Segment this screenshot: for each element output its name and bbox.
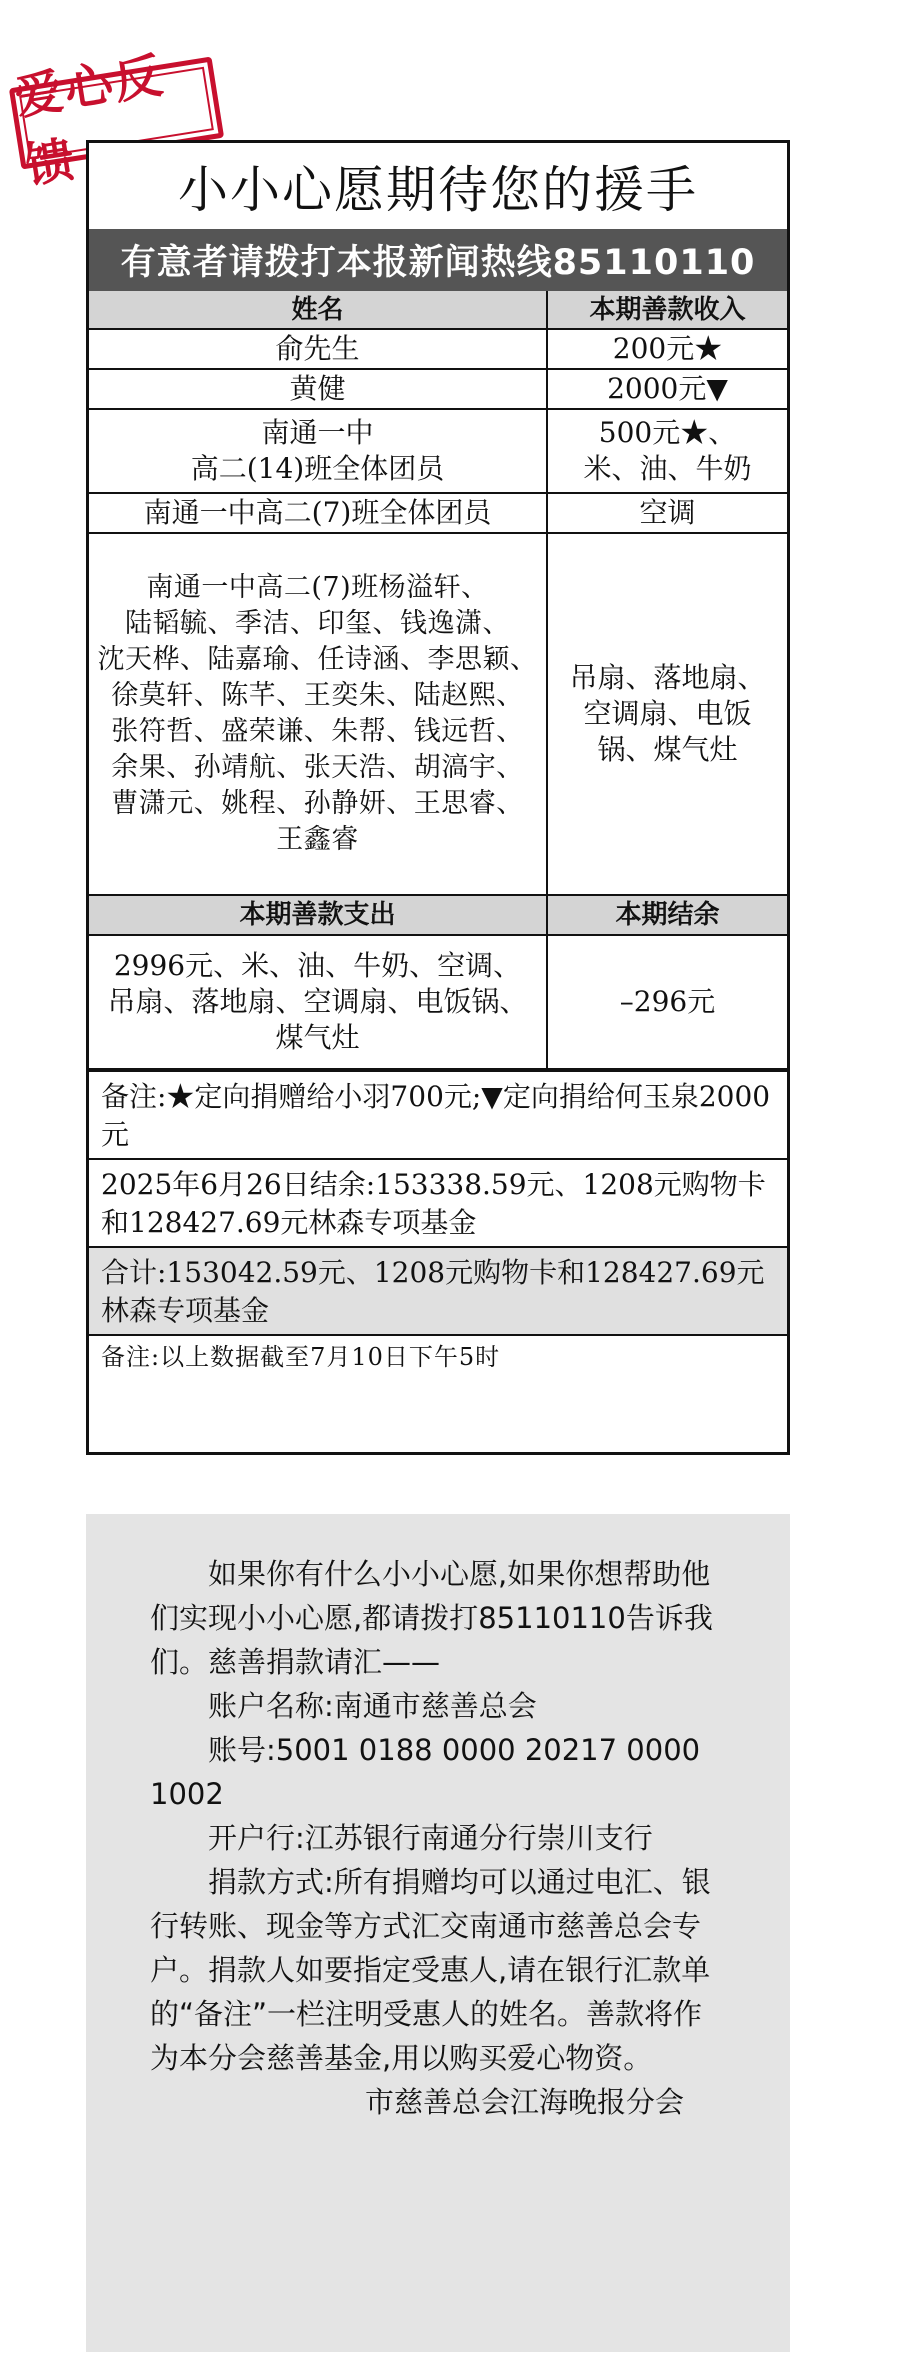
bank-branch: 开户行:江苏银行南通分行崇川支行 <box>208 1821 653 1855</box>
income-column-header: 本期善款收入 <box>547 291 787 329</box>
note-directed: 备注:★定向捐赠给小羽700元;▼定向捐给何玉泉2000元 <box>89 1070 787 1158</box>
signature: 市慈善总会江海晚报分会 <box>364 2085 684 2119</box>
expense-row <box>89 935 787 1069</box>
donor-amount: 吊扇、落地扇、 空调扇、电饭 锅、煤气灶 <box>547 533 787 895</box>
donor-row <box>89 369 787 409</box>
name-column-header: 姓名 <box>89 291 547 329</box>
income-header-row <box>89 291 787 329</box>
note-total: 合计:153042.59元、1208元购物卡和128427.69元林森专项基金 <box>89 1246 787 1334</box>
note-previous-balance: 2025年6月26日结余:153338.59元、1208元购物卡和128427.69元林森专项基金 <box>89 1158 787 1246</box>
stamp-text: 爱心反馈 <box>11 47 169 195</box>
donor-amount: 空调 <box>547 493 787 533</box>
intro-paragraph: 如果你有什么小小心愿,如果你想帮助他们实现小小心愿,都请拨打85110110告诉我们。慈善捐款请汇—— <box>150 1557 713 1679</box>
expense-header-row <box>89 895 787 935</box>
donor-amount: 500元★、 米、油、牛奶 <box>547 409 787 493</box>
income-table <box>89 291 787 1070</box>
donor-name: 南通一中高二(7)班全体团员 <box>89 493 547 533</box>
donor-name: 俞先生 <box>89 329 547 369</box>
donor-row <box>89 533 787 895</box>
hotline-banner: 有意者请拨打本报新闻热线85110110 <box>89 229 787 291</box>
donor-name-list: 南通一中高二(7)班杨溢轩、 陆韬毓、季洁、印玺、钱逸潇、 沈天桦、陆嘉瑜、任诗涵、李思颖、 徐莫轩、陈芊、王奕朱、陆赵熙、 张符哲、盛荣谦、朱帮、钱远哲、 余果、孙靖航、张天浩、胡滈宇、 曹潇元、姚程、孙静妍、王思睿、 王鑫睿 <box>89 533 547 895</box>
balance-value: –296元 <box>547 935 787 1069</box>
donor-row <box>89 493 787 533</box>
donor-name: 黄健 <box>89 369 547 409</box>
expense-column-header: 本期善款支出 <box>89 895 547 935</box>
expense-items: 2996元、米、油、牛奶、空调、 吊扇、落地扇、空调扇、电饭锅、 煤气灶 <box>89 935 547 1069</box>
balance-column-header: 本期结余 <box>547 895 787 935</box>
report-title: 小小心愿期待您的援手 <box>178 161 698 219</box>
donor-row <box>89 329 787 369</box>
account-number: 账号:5001 0188 0000 20217 0000 1002 <box>150 1733 701 1811</box>
donor-amount: 200元★ <box>547 329 787 369</box>
donor-name: 南通一中 高二(14)班全体团员 <box>89 409 547 493</box>
donor-amount: 2000元▼ <box>547 369 787 409</box>
donor-row <box>89 409 787 493</box>
donation-report-box <box>86 140 790 1455</box>
account-name: 账户名称:南通市慈善总会 <box>208 1689 537 1723</box>
donation-info-panel <box>86 1514 790 2352</box>
note-cutoff: 备注:以上数据截至7月10日下午5时 <box>89 1334 787 1376</box>
donation-method: 捐款方式:所有捐赠均可以通过电汇、银行转账、现金等方式汇交南通市慈善总会专户。捐款人如要指定受惠人,请在银行汇款单的“备注”一栏注明受惠人的姓名。善款将作为本分会慈善基金,用以购买爱心物资。 <box>150 1865 711 2075</box>
